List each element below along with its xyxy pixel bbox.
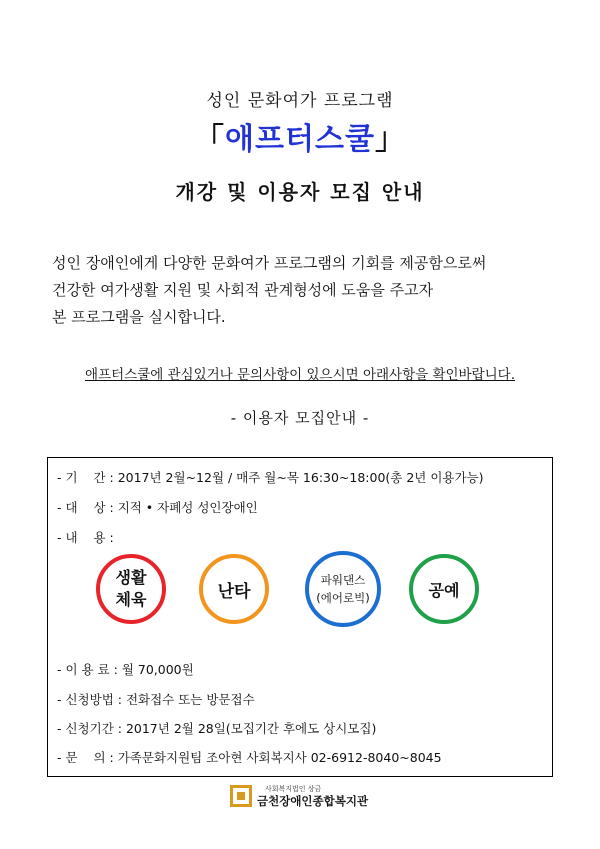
period-label: - 기 간 :	[57, 470, 118, 485]
dance-line1: 파워댄스	[320, 573, 366, 587]
craft-label: 공예	[428, 580, 460, 600]
sports-line1: 생활	[115, 568, 147, 587]
logo-small-text: 사회복지법인 상금	[265, 785, 322, 793]
content-label: - 내 용 :	[57, 530, 114, 545]
nanta-label: 난타	[217, 581, 251, 602]
deadline-label: - 신청기간 :	[57, 721, 126, 736]
fee-value: 월 70,000원	[121, 662, 194, 677]
organization-logo	[230, 783, 370, 811]
contact-row	[57, 748, 442, 766]
deadline-row	[57, 719, 376, 737]
program-circle-craft	[409, 554, 479, 624]
intro-line: 성인 장애인에게 다양한 문화여가 프로그램의 기회를 제공함으로써	[52, 254, 487, 272]
method-value: 전화접수 또는 방문접수	[125, 692, 255, 707]
target-label: - 대 상 :	[57, 500, 118, 515]
subtitle: 성인 문화여가 프로그램	[206, 91, 394, 111]
contact-value: 가족문화지원팀 조아현 사회복지사 02-6912-8040~8045	[117, 750, 442, 765]
recruitment-info-box	[47, 457, 553, 777]
title-bracket-close: 」	[374, 122, 406, 157]
program-circle-sports	[96, 554, 166, 624]
contact-label: - 문 의 :	[57, 750, 118, 765]
intro-paragraph	[52, 250, 572, 331]
target-value: 지적 • 자폐성 성인장애인	[117, 500, 258, 515]
content-row	[57, 528, 114, 546]
title-bracket-open: 「	[194, 122, 226, 157]
logo-org-name: 금천장애인종합복지관	[257, 794, 369, 808]
deadline-value: 2017년 2월 28일(모집기간 후에도 상시모집)	[125, 721, 377, 736]
contact-notice-text: 애프터스쿨에 관심있거나 문의사항이 있으시면 아래사항을 확인바랍니다.	[84, 367, 516, 383]
section-title: - 이용자 모집안내 -	[230, 409, 370, 427]
intro-line: 건강한 여가생활 지원 및 사회적 관계형성에 도움을 주고자	[52, 281, 434, 299]
intro-line: 본 프로그램을 실시합니다.	[52, 308, 226, 326]
method-label: - 신청방법 :	[57, 692, 126, 707]
dance-line2: (에어로빅)	[316, 591, 370, 605]
method-row	[57, 690, 255, 708]
program-circle-dance	[305, 551, 381, 627]
notice-heading: 개강 및 이용자 모집 안내	[175, 180, 425, 204]
logo-mark-icon	[230, 785, 252, 807]
page-title	[0, 114, 600, 158]
program-name: 애프터스쿨	[225, 122, 375, 157]
fee-label: - 이 용 료 :	[57, 662, 122, 677]
fee-row	[57, 660, 194, 678]
period-row	[57, 468, 484, 486]
contact-notice	[0, 363, 600, 383]
target-row	[57, 498, 258, 516]
program-circle-nanta	[199, 554, 269, 624]
period-value: 2017년 2월~12월 / 매주 월~목 16:30~18:00(총 2년 이용가능)	[117, 470, 484, 485]
sports-line2: 체육	[115, 590, 147, 609]
